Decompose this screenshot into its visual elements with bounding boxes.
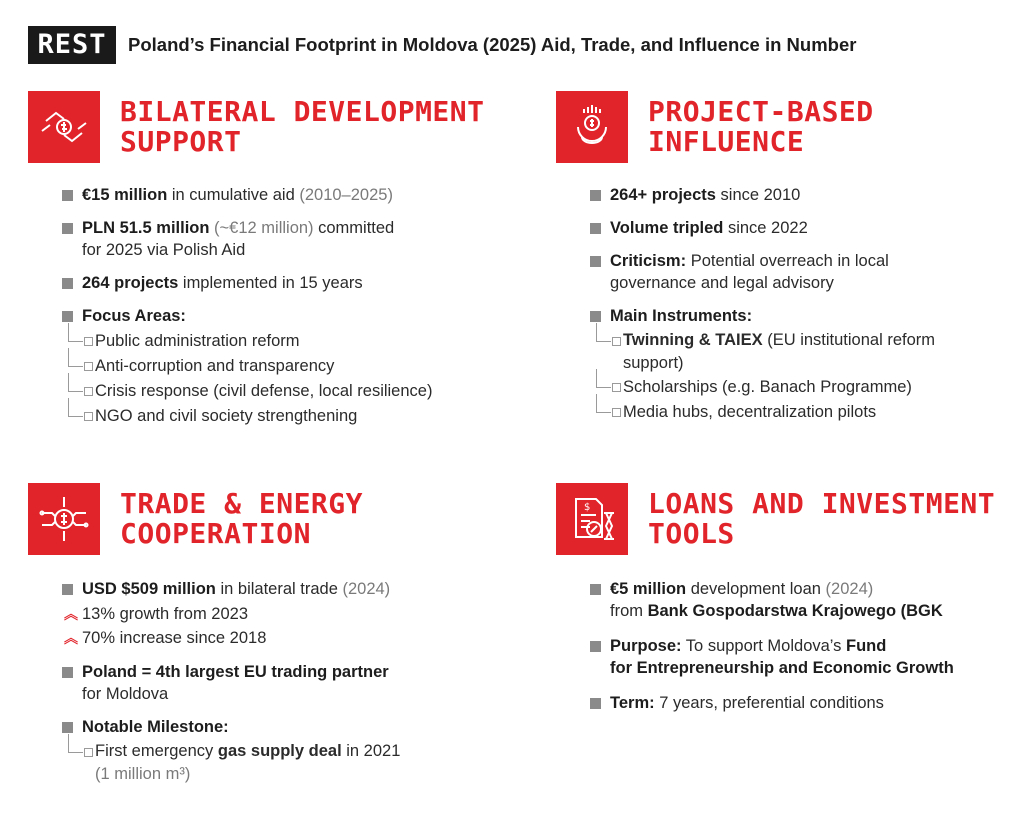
growth-item: ︽ 13% growth from 2023 (62, 602, 508, 626)
sub-item: Public administration reform (62, 329, 508, 354)
sub-item: First emergency gas supply deal in 2021 (1 million m³) (62, 740, 508, 786)
section-project-influence (556, 90, 1006, 425)
list-item: 264+ projects since 2010 (590, 184, 1006, 206)
section-title: TRADE & ENERGY COOPERATION (120, 487, 364, 550)
list-item: Poland = 4th largest EU trading partner for Moldova (62, 661, 508, 705)
double-chevron-up-icon: ︽ (64, 606, 78, 622)
list-item: Purpose: To support Moldova’s Fund for Entrepreneurship and Economic Growth (590, 635, 1006, 679)
list-item: Term: 7 years, preferential conditions (590, 692, 1006, 714)
handshake-money-icon (28, 91, 100, 163)
sub-item: Anti-corruption and transparency (62, 354, 508, 379)
list-item: Focus Areas: (62, 305, 508, 327)
header (28, 26, 856, 64)
circuit-dollar-icon (28, 483, 100, 555)
list-item: €5 million development loan (2024) from Bank Gospodarstwa Krajowego (BGK (590, 578, 1006, 622)
globe-chart-icon (556, 91, 628, 163)
list-item: USD $509 million in bilateral trade (2024) (62, 578, 508, 600)
list-item: 264 projects implemented in 15 years (62, 272, 508, 294)
section-title: BILATERAL DEVELOPMENT SUPPORT (120, 95, 485, 158)
page-title: Poland’s Financial Footprint in Moldova (2025) Aid, Trade, and Influence in Number (128, 34, 857, 55)
list-item: Notable Milestone: (62, 716, 508, 738)
sub-item: NGO and civil society strengthening (62, 404, 508, 429)
section-loans-investment (556, 482, 1006, 725)
list-item: €15 million in cumulative aid (2010–2025) (62, 184, 508, 206)
double-chevron-up-icon: ︽ (64, 630, 78, 646)
section-trade-energy (28, 482, 508, 786)
sub-item: Twinning & TAIEX (EU institutional reform support) (590, 329, 1006, 375)
section-bilateral-development (28, 90, 508, 429)
svg-text:$: $ (584, 502, 591, 513)
list-item: Criticism: Potential overreach in local governance and legal advisory (590, 250, 1006, 294)
sub-item: Media hubs, decentralization pilots (590, 400, 1006, 425)
rest-logo: REST (28, 26, 116, 64)
document-hourglass-icon (556, 483, 628, 555)
sub-item: Scholarships (e.g. Banach Programme) (590, 375, 1006, 400)
section-title: LOANS AND INVESTMENT TOOLS (648, 487, 996, 550)
list-item: PLN 51.5 million (~€12 million) committed for 2025 via Polish Aid (62, 217, 508, 261)
section-title: PROJECT-BASED INFLUENCE (648, 95, 874, 158)
growth-item: ︽ 70% increase since 2018 (62, 626, 508, 650)
list-item: Volume tripled since 2022 (590, 217, 1006, 239)
list-item: Main Instruments: (590, 305, 1006, 327)
sub-item: Crisis response (civil defense, local resilience) (62, 379, 508, 404)
